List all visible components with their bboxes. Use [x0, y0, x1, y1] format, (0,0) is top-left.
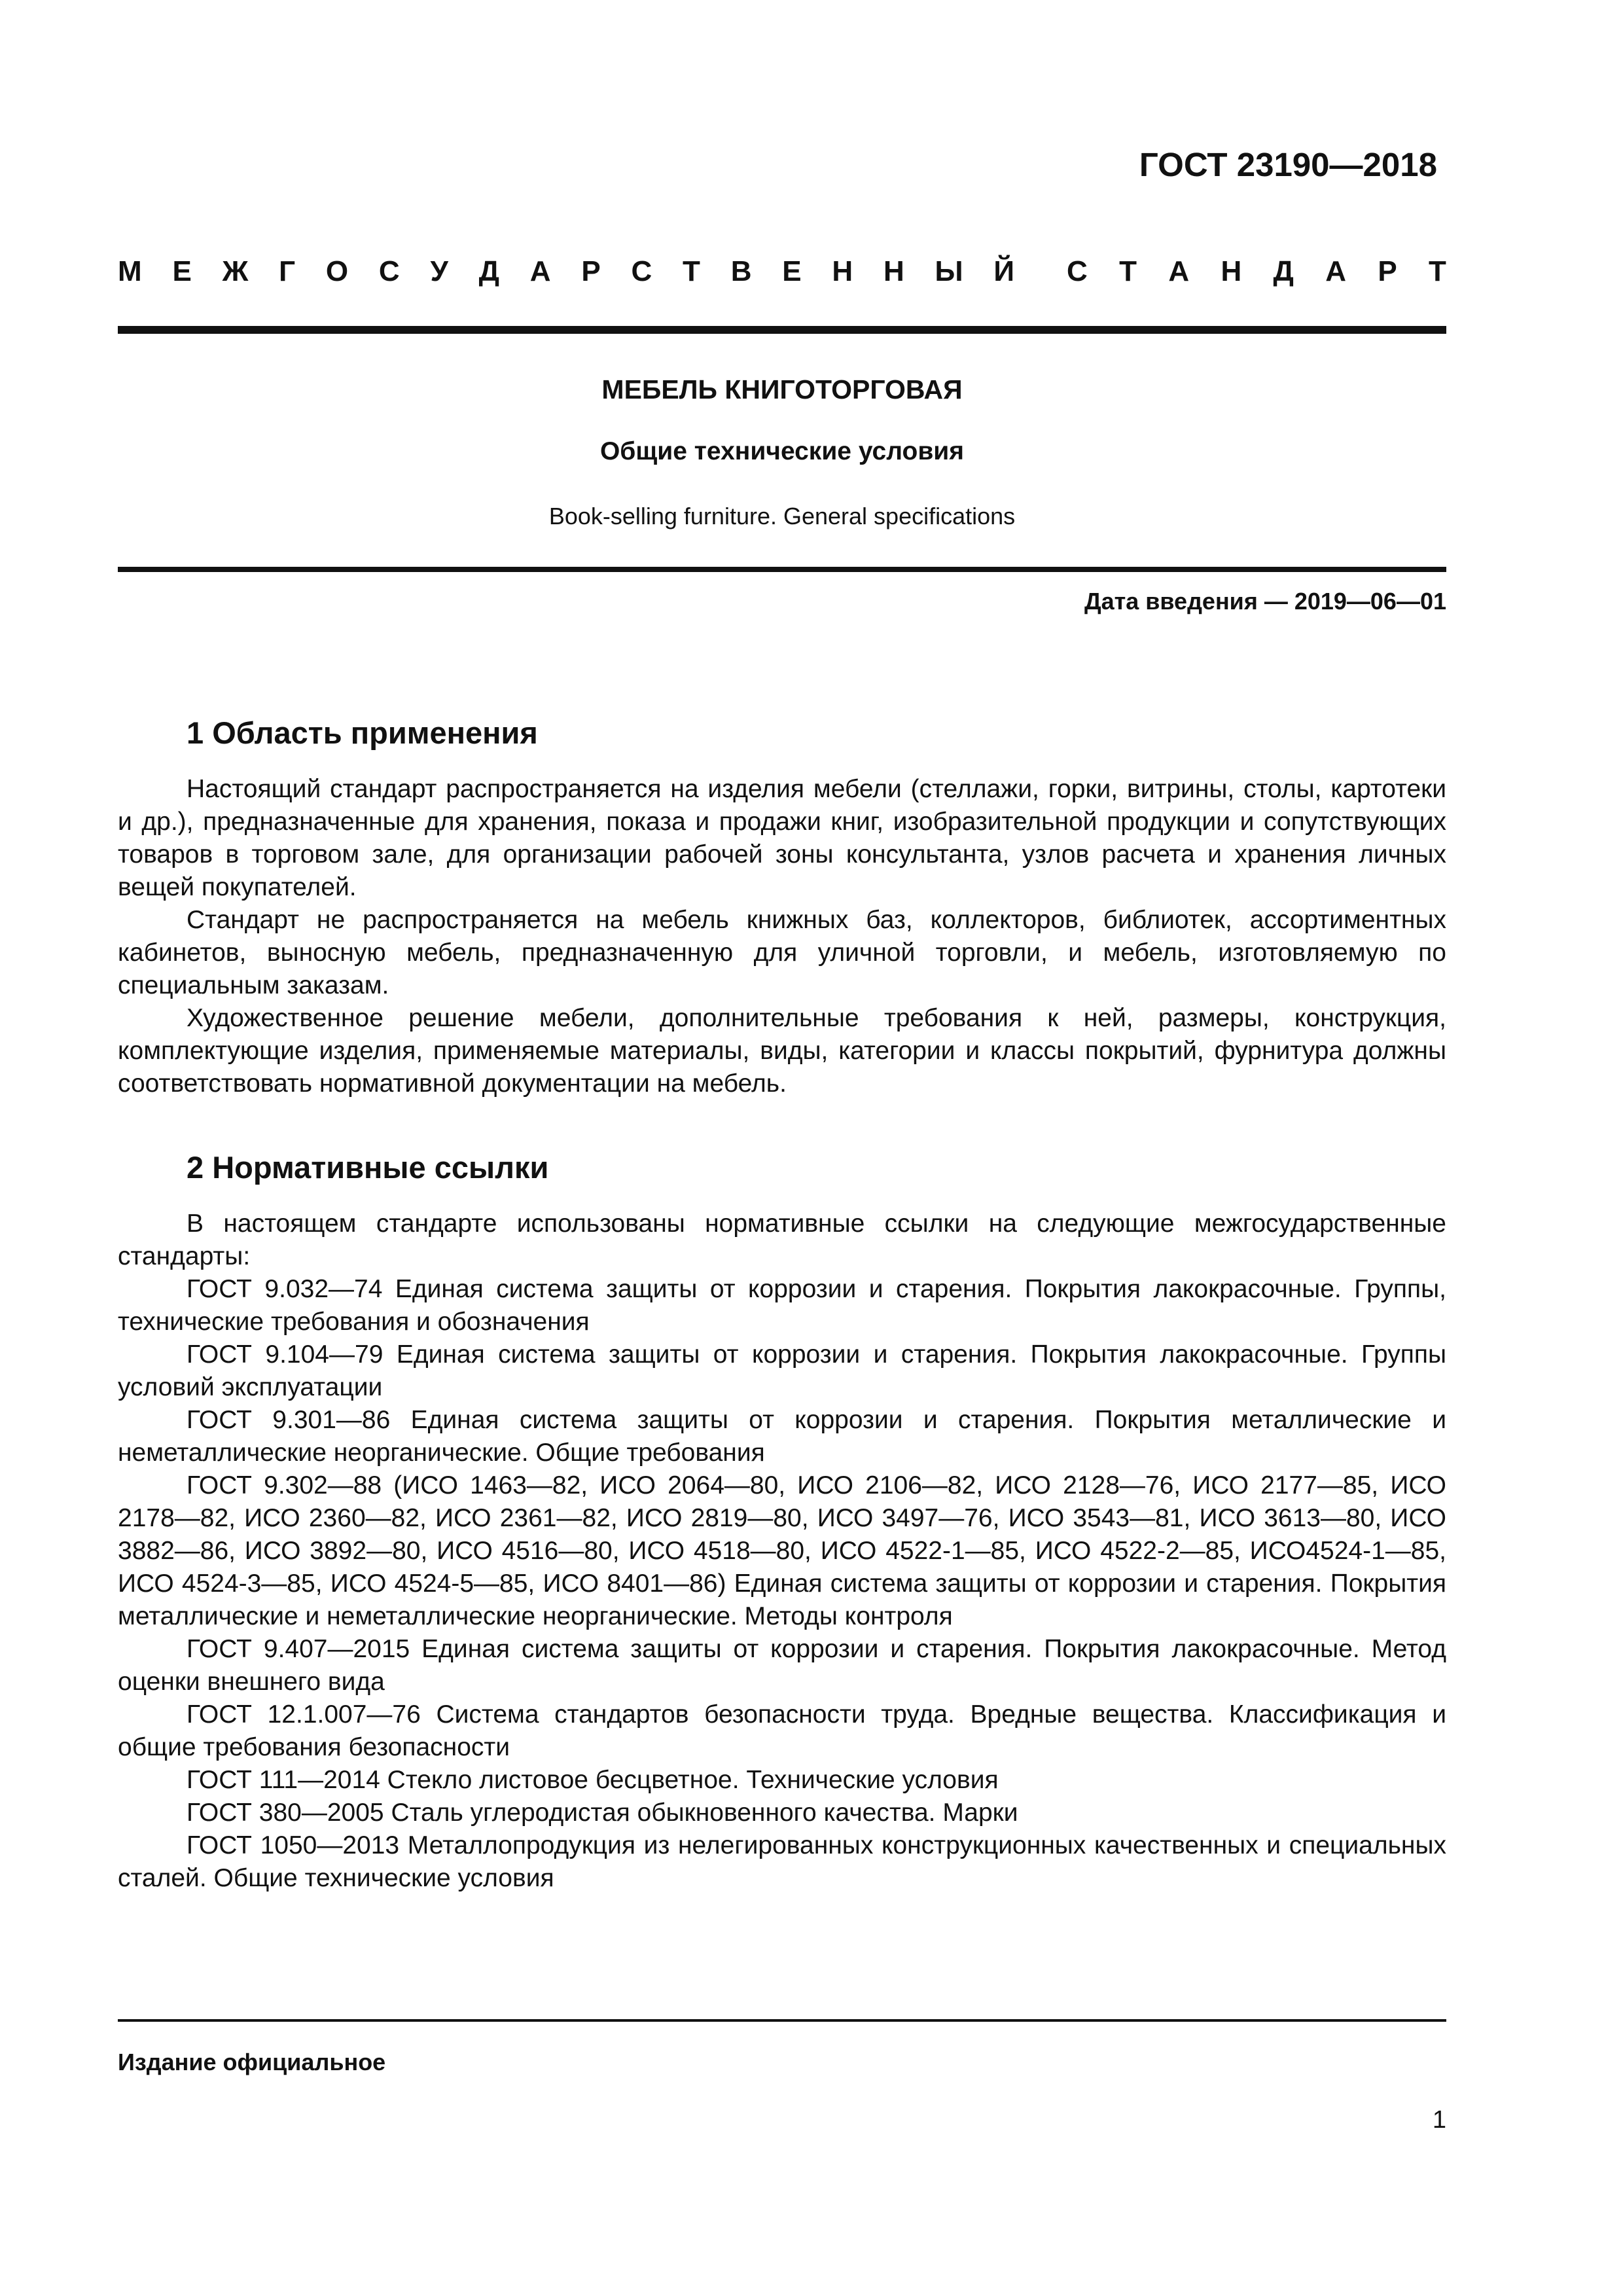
- reference-item: ГОСТ 9.032—74 Единая система защиты от коррозии и старения. Покрытия лакокрасочные. Группы, технические требования и обозначения: [118, 1275, 1446, 1336]
- letter: А: [529, 255, 551, 287]
- paragraph: Стандарт не распространяется на мебель книжных баз, коллекторов, библиотек, ассортиментных кабинетов, выносную мебель, предназначенную для уличной торговли, и мебель, изготовляемую по специальным заказам.: [118, 906, 1446, 999]
- page-number: 1: [1432, 2106, 1446, 2134]
- standard-type-heading: [118, 255, 1446, 288]
- english-title: Book-selling furniture. General specifications: [548, 503, 1016, 529]
- introduction-date: Дата введения — 2019—06—01: [1084, 588, 1446, 615]
- paragraph: В настоящем стандарте использованы нормативные ссылки на следующие межгосударственные стандарты:: [118, 1210, 1446, 1270]
- document-code: ГОСТ 23190—2018: [1139, 146, 1437, 183]
- reference-item: ГОСТ 12.1.007—76 Система стандартов безопасности труда. Вредные вещества. Классификация и общие требования безопасности: [118, 1700, 1446, 1761]
- letter: Ы: [935, 255, 963, 287]
- reference-item: ГОСТ 111—2014 Стекло листовое бесцветное. Технические условия: [187, 1766, 999, 1794]
- footer-divider: [118, 2019, 1446, 2022]
- letter: М: [118, 255, 142, 287]
- letter: О: [325, 255, 349, 287]
- letter: Е: [782, 255, 802, 287]
- letter: А: [1325, 255, 1347, 287]
- section-scope: [118, 717, 1446, 1100]
- letter: Т: [683, 255, 700, 287]
- letter: Д: [1273, 255, 1294, 287]
- section-heading: 1 Область применения: [187, 715, 538, 750]
- standard-type-word-1: [118, 255, 1014, 288]
- letter: В: [730, 255, 752, 287]
- reference-item: ГОСТ 380—2005 Сталь углеродистая обыкновенного качества. Марки: [187, 1799, 1018, 1827]
- paragraph: Настоящий стандарт распространяется на изделия мебели (стеллажи, горки, витрины, столы, картотеки и др.), предназначенные для хранения, показа и продажи книг, изобразительной продукции и сопутствующих товаров в торговом зале, для организации рабочей зоны консультанта, узлов расчета и хранения личных вещей покупателей.: [118, 775, 1446, 901]
- letter: У: [430, 255, 448, 287]
- section-heading: 2 Нормативные ссылки: [187, 1150, 549, 1185]
- letter: Н: [1221, 255, 1242, 287]
- letter: С: [631, 255, 652, 287]
- letter: Д: [478, 255, 499, 287]
- letter: С: [378, 255, 400, 287]
- letter: Е: [172, 255, 192, 287]
- reference-item: ГОСТ 1050—2013 Металлопродукция из нелегированных конструкционных качественных и специальных сталей. Общие технические условия: [118, 1831, 1446, 1892]
- document-title: МЕБЕЛЬ КНИГОТОРГОВАЯ: [601, 374, 963, 404]
- edition-label: Издание официальное: [118, 2049, 386, 2075]
- reference-item: ГОСТ 9.302—88 (ИСО 1463—82, ИСО 2064—80, ИСО 2106—82, ИСО 2128—76, ИСО 2177—85, ИСО 2178—82, ИСО 2360—82, ИСО 2361—82, ИСО 2819—80, ИСО 3497—76, ИСО 3543—81, ИСО 3613—80, ИСО 3882—86, ИСО 3892—80, ИСО 4516—80, ИСО 4518—80, ИСО 4522-1—85, ИСО 4522-2—85, ИСО4524-1—85, ИСО 4524-3—85, ИСО 4524-5—85, ИСО 8401—86) Единая система защиты от коррозии и старения. Покрытия металлические и неметаллические неорганические. Методы контроля: [118, 1471, 1446, 1630]
- letter: Ж: [222, 255, 249, 287]
- letter: Г: [279, 255, 296, 287]
- paragraph: Художественное решение мебели, дополнительные требования к ней, размеры, конструкция, комплектующие изделия, применяемые материалы, виды, категории и классы покрытий, фурнитура должны соответствовать нормативной документации на мебель.: [118, 1004, 1446, 1098]
- section-normative-references: [118, 1152, 1446, 1895]
- letter: А: [1168, 255, 1190, 287]
- letter: Н: [832, 255, 853, 287]
- title-divider: [118, 567, 1446, 572]
- letter: Р: [1378, 255, 1397, 287]
- reference-item: ГОСТ 9.407—2015 Единая система защиты от коррозии и старения. Покрытия лакокрасочные. Метод оценки внешнего вида: [118, 1635, 1446, 1696]
- document-subtitle: Общие технические условия: [599, 437, 965, 465]
- letter: Й: [993, 255, 1014, 287]
- letter: С: [1067, 255, 1088, 287]
- reference-item: ГОСТ 9.301—86 Единая система защиты от коррозии и старения. Покрытия металлические и неметаллические неорганические. Общие требования: [118, 1406, 1446, 1467]
- reference-item: ГОСТ 9.104—79 Единая система защиты от коррозии и старения. Покрытия лакокрасочные. Группы условий эксплуатации: [118, 1340, 1446, 1401]
- letter: Т: [1429, 255, 1446, 287]
- letter: Р: [581, 255, 601, 287]
- top-divider: [118, 326, 1446, 334]
- letter: Т: [1119, 255, 1137, 287]
- standard-type-word-2: [1067, 255, 1446, 288]
- letter: Н: [883, 255, 904, 287]
